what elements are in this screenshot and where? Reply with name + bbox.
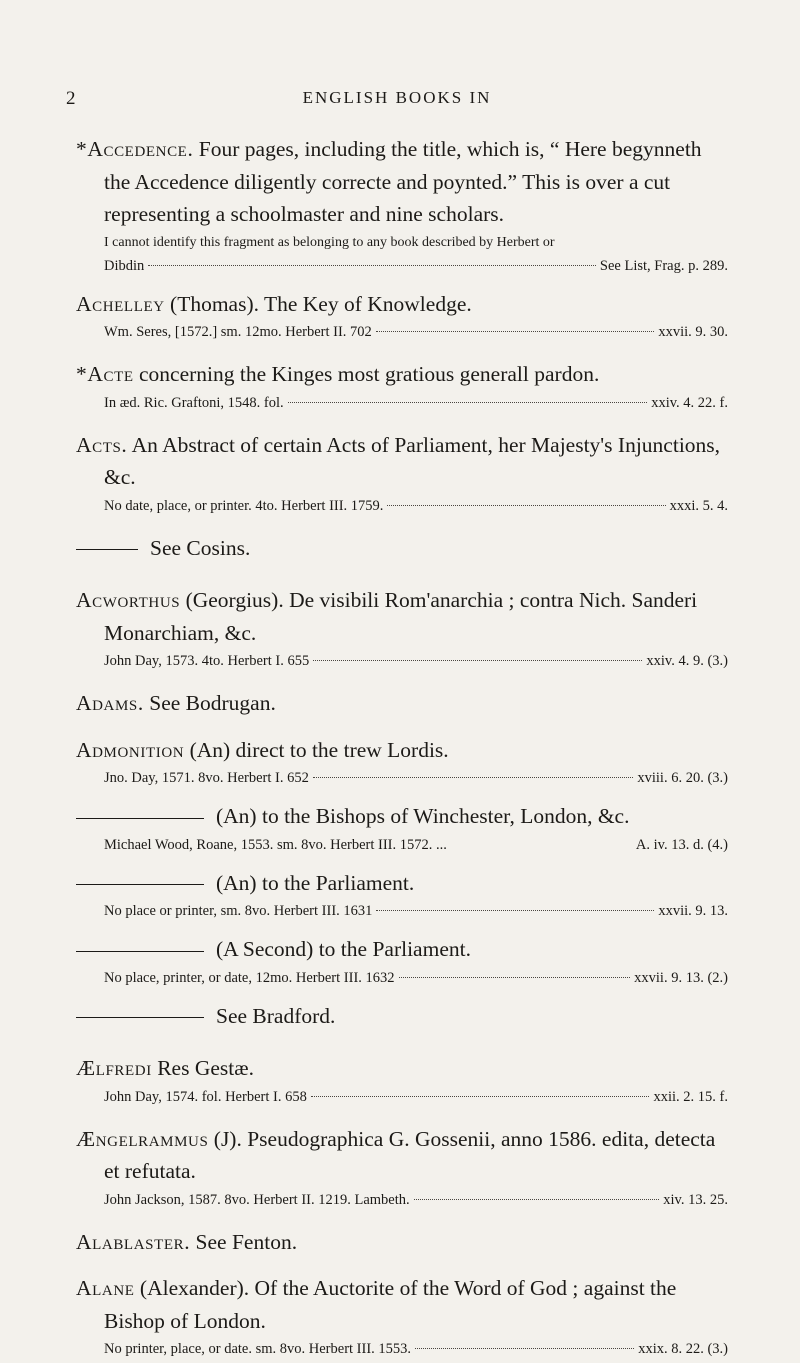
entry-acte: [76, 358, 728, 415]
imprint: John Day, 1573. 4to. Herbert I. 655: [104, 653, 310, 669]
entry-acts: [76, 429, 728, 518]
entry-note: I cannot identify this fragment as belonging to any book described by Herbert or: [104, 234, 555, 250]
dot-leader: [387, 505, 665, 506]
entry-admonition-see-also: [76, 1000, 728, 1033]
entry-admonition-second: [76, 933, 728, 990]
shelfmark: A. iv. 13. d. (4.): [635, 836, 728, 853]
imprint: No date, place, or printer. 4to. Herbert III. 1759.: [104, 497, 384, 514]
entry-achelley: [76, 288, 728, 345]
entry-heading: Adams.: [76, 691, 144, 715]
page-number: 2: [66, 88, 76, 109]
dot-leader: [311, 1096, 650, 1097]
entry-heading: Acworthus: [76, 588, 181, 612]
entry-acworthus: [76, 584, 728, 673]
entry-admonition: [76, 734, 728, 791]
imprint: Dibdin: [104, 257, 145, 274]
imprint: In æd. Ric. Graftoni, 1548. fol.: [104, 394, 284, 411]
dot-leader: [376, 910, 654, 911]
entry-citation: [76, 966, 728, 990]
entry-heading: Alane: [76, 1276, 135, 1300]
entry-citation: [76, 766, 728, 790]
entry-citation: [76, 320, 728, 344]
entry-citation: [76, 899, 728, 923]
entry-heading: Admonition: [76, 737, 185, 762]
entry-citation: [76, 391, 728, 415]
entry-heading: Acts.: [76, 432, 128, 457]
shelfmark: xxii. 2. 15. f.: [653, 1088, 728, 1105]
entry-title: Four pages, including the title, which is, “ Here begynneth the Accedence diligently correcte and poynted.” This is over a cut representing a schoolmaster and nine scholars.: [104, 137, 702, 226]
entry-accedence: [76, 133, 728, 278]
entry-alane: [76, 1272, 728, 1361]
dot-leader: [288, 402, 648, 403]
dot-leader: [313, 777, 634, 778]
shelfmark: xiv. 13. 25.: [663, 1191, 728, 1208]
shelfmark: xxiv. 4. 22. f.: [651, 394, 728, 411]
shelfmark: xxix. 8. 22. (3.): [638, 1341, 728, 1357]
entry-heading: *Acte: [76, 362, 134, 386]
imprint: No place or printer, sm. 8vo. Herbert III. 1631: [104, 903, 373, 919]
dot-leader: [415, 1348, 634, 1349]
entry-title: concerning the Kinges most gratious generall pardon.: [138, 362, 600, 386]
entry-title: An Abstract of certain Acts of Parliament, her Majesty's Injunctions, &c.: [104, 432, 721, 489]
dot-leader: [414, 1199, 660, 1200]
entry-aelfredi: [76, 1052, 728, 1109]
imprint: Wm. Seres, [1572.] sm. 12mo. Herbert II. 702: [104, 324, 372, 340]
entry-citation: [76, 254, 728, 278]
entry-citation: [76, 494, 728, 518]
cross-reference: See Fenton.: [195, 1229, 298, 1254]
dot-leader: [376, 331, 655, 332]
imprint: No place, printer, or date, 12mo. Herbert III. 1632: [104, 969, 395, 986]
entry-title: (Alexander). Of the Auctorite of the Word of God ; against the Bishop of London.: [104, 1276, 677, 1333]
shelfmark: xviii. 6. 20. (3.): [637, 770, 728, 786]
entry-citation: [76, 1188, 728, 1212]
entry-title: Res Gestæ.: [157, 1056, 254, 1080]
entry-adams: [76, 687, 728, 720]
entry-citation: [76, 1085, 728, 1109]
entry-heading: Alablaster.: [76, 1229, 191, 1254]
entry-admonition-parliament: [76, 867, 728, 924]
entry-title: (Georgius). De visibili Rom'anarchia ; contra Nich. Sanderi Monarchiam, &c.: [104, 588, 698, 645]
running-title: ENGLISH BOOKS IN: [302, 88, 492, 107]
cross-reference: See Bradford.: [216, 1003, 336, 1028]
imprint: John Day, 1574. fol. Herbert I. 658: [104, 1088, 307, 1105]
catalogue-entries: [76, 133, 728, 1361]
shelfmark: xxvii. 9. 13.: [658, 903, 728, 919]
entry-title: (J). Pseudographica G. Gossenii, anno 1586. edita, detecta et refutata.: [104, 1126, 716, 1183]
entry-admonition-bishops: [76, 800, 728, 857]
imprint: John Jackson, 1587. 8vo. Herbert II. 1219. Lambeth.: [104, 1191, 410, 1208]
entry-title: (An) to the Parliament.: [216, 870, 415, 895]
imprint: No printer, place, or date. sm. 8vo. Herbert III. 1553.: [104, 1341, 412, 1357]
entry-title: (An) to the Bishops of Winchester, London, &c.: [216, 804, 630, 828]
page-header: [66, 88, 728, 116]
entry-heading: Ælfredi: [76, 1056, 152, 1080]
ditto-rule: [76, 884, 204, 885]
entry-citation: [76, 1337, 728, 1361]
entry-title: (Thomas). The Key of Knowledge.: [170, 291, 472, 316]
entry-citation: [76, 649, 728, 673]
ditto-rule: [76, 549, 138, 550]
ditto-rule: [76, 951, 204, 952]
ditto-rule: [76, 1017, 204, 1018]
shelfmark: xxiv. 4. 9. (3.): [646, 653, 728, 669]
entry-citation: [76, 833, 728, 857]
entry-heading: Ængelrammus: [76, 1126, 209, 1151]
entry-heading: Achelley: [76, 291, 165, 316]
shelfmark: xxvii. 9. 13. (2.): [634, 969, 728, 986]
entry-heading: *Accedence.: [76, 137, 194, 161]
imprint: Jno. Day, 1571. 8vo. Herbert I. 652: [104, 770, 309, 786]
cross-reference: See Cosins.: [150, 535, 251, 560]
entry-aengelrammus: [76, 1123, 728, 1212]
dot-leader: [399, 977, 631, 978]
entry-title: (A Second) to the Parliament.: [216, 937, 471, 961]
entry-title: (An) direct to the trew Lordis.: [189, 737, 449, 762]
dot-leader: [313, 660, 642, 661]
imprint: Michael Wood, Roane, 1553. sm. 8vo. Herbert III. 1572. ...: [104, 836, 447, 853]
cross-reference: See Bodrugan.: [149, 691, 276, 715]
entry-alablaster: [76, 1226, 728, 1259]
entry-acts-see-also: [76, 532, 728, 565]
ditto-rule: [76, 818, 204, 819]
shelfmark: See List, Frag. p. 289.: [599, 257, 728, 274]
dot-leader: [148, 265, 596, 266]
shelfmark: xxvii. 9. 30.: [658, 324, 728, 340]
shelfmark: xxxi. 5. 4.: [669, 497, 728, 514]
